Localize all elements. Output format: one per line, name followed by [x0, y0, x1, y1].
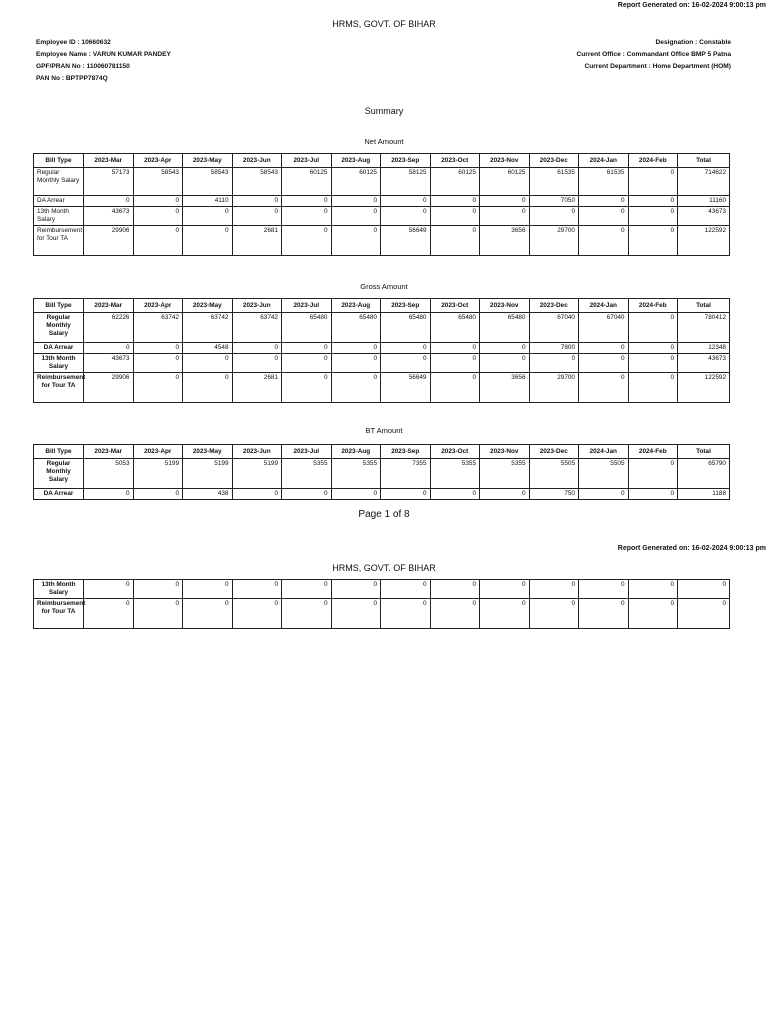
amount-cell: 4110 — [183, 196, 233, 207]
amount-cell: 0 — [430, 343, 480, 354]
table-row — [34, 354, 730, 373]
column-header: 2024-Jan — [579, 299, 629, 313]
column-header: Total — [678, 154, 730, 168]
amount-cell: 0 — [183, 354, 233, 373]
bill-type-cell: DA Arrear — [34, 343, 84, 354]
amount-cell: 0 — [232, 196, 282, 207]
amount-cell: 65480 — [480, 313, 530, 343]
gross-amount-table — [33, 298, 730, 403]
amount-cell: 7800 — [529, 343, 579, 354]
column-header: 2023-May — [183, 445, 233, 459]
amount-cell: 0 — [628, 489, 678, 500]
amount-cell: 0 — [84, 580, 134, 599]
bill-type-cell: Regular Monthly Salary — [34, 313, 84, 343]
column-header: 2023-Jun — [232, 299, 282, 313]
amount-cell: 0 — [628, 580, 678, 599]
amount-cell: 0 — [282, 489, 332, 500]
column-header: 2023-Apr — [133, 154, 183, 168]
amount-cell: 0 — [232, 354, 282, 373]
amount-cell: 0 — [480, 354, 530, 373]
amount-cell: 0 — [133, 226, 183, 256]
amount-cell: 0 — [133, 207, 183, 226]
column-header: 2023-Dec — [529, 299, 579, 313]
amount-cell: 0 — [579, 489, 629, 500]
amount-cell: 0 — [133, 343, 183, 354]
amount-cell: 11160 — [678, 196, 730, 207]
column-header: 2023-Nov — [480, 445, 530, 459]
amount-cell: 122592 — [678, 226, 730, 256]
amount-cell: 0 — [628, 354, 678, 373]
amount-cell: 0 — [628, 459, 678, 489]
column-header: 2023-Aug — [331, 299, 381, 313]
column-header: 2024-Feb — [628, 445, 678, 459]
column-header: 2024-Jan — [579, 445, 629, 459]
column-header: 2023-Dec — [529, 445, 579, 459]
table-row — [34, 343, 730, 354]
amount-cell: 0 — [331, 599, 381, 629]
table-row — [34, 599, 730, 629]
amount-cell: 0 — [282, 196, 332, 207]
amount-cell: 0 — [381, 489, 431, 500]
column-header: 2023-Mar — [84, 445, 134, 459]
table-row — [34, 196, 730, 207]
amount-cell: 0 — [430, 207, 480, 226]
amount-cell: 56649 — [381, 373, 431, 403]
amount-cell: 714622 — [678, 168, 730, 196]
amount-cell: 58543 — [232, 168, 282, 196]
bill-type-cell: Regular Monthly Salary — [34, 168, 84, 196]
gross-amount-title: Gross Amount — [360, 282, 408, 291]
employee-info-left — [36, 37, 171, 85]
amount-cell: 0 — [430, 599, 480, 629]
net-amount-table — [33, 153, 730, 256]
amount-cell: 3656 — [480, 373, 530, 403]
column-header: 2023-Jun — [232, 154, 282, 168]
amount-cell: 0 — [430, 226, 480, 256]
amount-cell: 60125 — [282, 168, 332, 196]
amount-cell: 0 — [678, 580, 730, 599]
amount-cell: 0 — [430, 354, 480, 373]
column-header: 2023-Nov — [480, 299, 530, 313]
amount-cell: 2681 — [232, 373, 282, 403]
amount-cell: 29700 — [529, 226, 579, 256]
amount-cell: 2681 — [232, 226, 282, 256]
amount-cell: 438 — [183, 489, 233, 500]
amount-cell: 60125 — [480, 168, 530, 196]
column-header: Bill Type — [34, 154, 84, 168]
column-header: 2023-Sep — [381, 445, 431, 459]
amount-cell: 0 — [133, 354, 183, 373]
amount-cell: 0 — [628, 196, 678, 207]
amount-cell: 0 — [480, 196, 530, 207]
amount-cell: 0 — [282, 373, 332, 403]
amount-cell: 0 — [381, 207, 431, 226]
column-header: Bill Type — [34, 445, 84, 459]
amount-cell: 0 — [579, 373, 629, 403]
amount-cell: 122592 — [678, 373, 730, 403]
amount-cell: 0 — [480, 489, 530, 500]
amount-cell: 0 — [628, 373, 678, 403]
amount-cell: 0 — [628, 226, 678, 256]
bill-type-cell: 13th Month Salary — [34, 354, 84, 373]
amount-cell: 0 — [133, 599, 183, 629]
column-header: 2023-Jul — [282, 154, 332, 168]
amount-cell: 0 — [282, 599, 332, 629]
amount-cell: 0 — [183, 373, 233, 403]
table-header-row — [34, 299, 730, 313]
amount-cell: 0 — [331, 207, 381, 226]
amount-cell: 0 — [381, 196, 431, 207]
amount-cell: 0 — [331, 489, 381, 500]
amount-cell: 0 — [628, 168, 678, 196]
amount-cell: 60125 — [430, 168, 480, 196]
amount-cell: 0 — [628, 313, 678, 343]
amount-cell: 1188 — [678, 489, 730, 500]
amount-cell: 60125 — [331, 168, 381, 196]
bt-amount-table — [33, 444, 730, 500]
amount-cell: 0 — [331, 196, 381, 207]
amount-cell: 0 — [232, 599, 282, 629]
bill-type-cell: Regular Monthly Salary — [34, 459, 84, 489]
amount-cell: 57173 — [84, 168, 134, 196]
bill-type-cell: DA Arrear — [34, 196, 84, 207]
amount-cell: 3656 — [480, 226, 530, 256]
page2-amount-table — [33, 579, 730, 629]
amount-cell: 43673 — [678, 207, 730, 226]
amount-cell: 0 — [430, 373, 480, 403]
amount-cell: 0 — [480, 207, 530, 226]
bill-type-cell: Reimbursement for Tour TA — [34, 599, 84, 629]
page2-report-generated-label: Report Generated on: 16-02-2024 9:00:13 pm — [617, 545, 766, 552]
table-row — [34, 373, 730, 403]
amount-cell: 0 — [232, 343, 282, 354]
amount-cell: 43673 — [84, 207, 134, 226]
column-header: 2024-Feb — [628, 299, 678, 313]
amount-cell: 0 — [381, 343, 431, 354]
column-header: 2024-Feb — [628, 154, 678, 168]
column-header: 2023-Aug — [331, 445, 381, 459]
column-header: 2023-Oct — [430, 445, 480, 459]
column-header: 2023-Sep — [381, 154, 431, 168]
amount-cell: 0 — [133, 373, 183, 403]
amount-cell: 29906 — [84, 226, 134, 256]
amount-cell: 0 — [232, 580, 282, 599]
column-header: 2023-Oct — [430, 154, 480, 168]
column-header: 2023-Aug — [331, 154, 381, 168]
amount-cell: 0 — [678, 599, 730, 629]
amount-cell: 61535 — [579, 168, 629, 196]
bill-type-cell: DA Arrear — [34, 489, 84, 500]
amount-cell: 0 — [84, 196, 134, 207]
table-row — [34, 313, 730, 343]
amount-cell: 0 — [430, 580, 480, 599]
amount-cell: 0 — [579, 226, 629, 256]
column-header: 2023-Mar — [84, 154, 134, 168]
amount-cell: 5505 — [579, 459, 629, 489]
amount-cell: 5355 — [430, 459, 480, 489]
amount-cell: 0 — [133, 489, 183, 500]
table-header-row — [34, 445, 730, 459]
amount-cell: 5199 — [232, 459, 282, 489]
org-title: HRMS, GOVT. OF BIHAR — [332, 19, 436, 29]
amount-cell: 58543 — [183, 168, 233, 196]
column-header: 2023-May — [183, 154, 233, 168]
amount-cell: 63742 — [183, 313, 233, 343]
amount-cell: 0 — [282, 580, 332, 599]
amount-cell: 0 — [183, 207, 233, 226]
amount-cell: 5199 — [133, 459, 183, 489]
amount-cell: 0 — [480, 343, 530, 354]
amount-cell: 0 — [381, 354, 431, 373]
column-header: 2023-Jul — [282, 299, 332, 313]
amount-cell: 0 — [480, 580, 530, 599]
amount-cell: 0 — [282, 343, 332, 354]
amount-cell: 5355 — [282, 459, 332, 489]
amount-cell: 0 — [84, 489, 134, 500]
amount-cell: 7355 — [381, 459, 431, 489]
column-header: Total — [678, 445, 730, 459]
amount-cell: 0 — [529, 599, 579, 629]
column-header: 2023-Mar — [84, 299, 134, 313]
amount-cell: 58543 — [133, 168, 183, 196]
amount-cell: 0 — [282, 226, 332, 256]
amount-cell: 0 — [232, 207, 282, 226]
bt-amount-title: BT Amount — [365, 426, 403, 435]
amount-cell: 0 — [331, 373, 381, 403]
amount-cell: 0 — [628, 207, 678, 226]
amount-cell: 0 — [282, 207, 332, 226]
table-row — [34, 489, 730, 500]
amount-cell: 0 — [529, 354, 579, 373]
column-header: 2024-Jan — [579, 154, 629, 168]
amount-cell: 63742 — [133, 313, 183, 343]
net-amount-title: Net Amount — [364, 137, 404, 146]
amount-cell: 0 — [84, 343, 134, 354]
amount-cell: 0 — [331, 343, 381, 354]
amount-cell: 0 — [331, 580, 381, 599]
page2-org-title: HRMS, GOVT. OF BIHAR — [332, 563, 436, 573]
column-header: 2023-Nov — [480, 154, 530, 168]
employee-pan: PAN No : BPTPP7874Q — [36, 75, 108, 82]
amount-cell: 7050 — [529, 196, 579, 207]
amount-cell: 780412 — [678, 313, 730, 343]
amount-cell: 0 — [579, 343, 629, 354]
amount-cell: 65480 — [282, 313, 332, 343]
amount-cell: 5199 — [183, 459, 233, 489]
amount-cell: 0 — [183, 580, 233, 599]
amount-cell: 43673 — [678, 354, 730, 373]
amount-cell: 43673 — [84, 354, 134, 373]
amount-cell: 5355 — [480, 459, 530, 489]
amount-cell: 0 — [381, 599, 431, 629]
amount-cell: 0 — [133, 580, 183, 599]
amount-cell: 65790 — [678, 459, 730, 489]
amount-cell: 0 — [183, 226, 233, 256]
amount-cell: 0 — [579, 354, 629, 373]
amount-cell: 0 — [84, 599, 134, 629]
amount-cell: 67040 — [579, 313, 629, 343]
employee-gpf: GPF/PRAN No : 110060781150 — [36, 63, 130, 70]
amount-cell: 61535 — [529, 168, 579, 196]
employee-designation: Designation : Constable — [655, 39, 731, 46]
table-header-row — [34, 154, 730, 168]
column-header: 2023-Jul — [282, 445, 332, 459]
amount-cell: 5355 — [331, 459, 381, 489]
amount-cell: 0 — [133, 196, 183, 207]
amount-cell: 56649 — [381, 226, 431, 256]
summary-title: Summary — [364, 106, 404, 116]
amount-cell: 5053 — [84, 459, 134, 489]
column-header: 2023-May — [183, 299, 233, 313]
bill-type-cell: Reimbursement for Tour TA — [34, 373, 84, 403]
amount-cell: 62226 — [84, 313, 134, 343]
amount-cell: 63742 — [232, 313, 282, 343]
amount-cell: 29906 — [84, 373, 134, 403]
bill-type-cell: 13th Month Salary — [34, 580, 84, 599]
amount-cell: 29700 — [529, 373, 579, 403]
amount-cell: 0 — [579, 599, 629, 629]
table-row — [34, 226, 730, 256]
amount-cell: 0 — [579, 207, 629, 226]
table-row — [34, 207, 730, 226]
amount-cell: 4548 — [183, 343, 233, 354]
column-header: 2023-Dec — [529, 154, 579, 168]
employee-name: Employee Name : VARUN KUMAR PANDEY — [36, 51, 171, 58]
amount-cell: 0 — [331, 226, 381, 256]
amount-cell: 58125 — [381, 168, 431, 196]
bill-type-cell: Reimbursement for Tour TA — [34, 226, 84, 256]
column-header: 2023-Apr — [133, 299, 183, 313]
report-generated-label: Report Generated on: 16-02-2024 9:00:13 pm — [617, 2, 766, 9]
amount-cell: 67040 — [529, 313, 579, 343]
column-header: Bill Type — [34, 299, 84, 313]
amount-cell: 0 — [628, 343, 678, 354]
employee-department: Current Department : Home Department (HOM) — [584, 63, 731, 70]
page-number: Page 1 of 8 — [358, 509, 410, 520]
employee-office: Current Office : Commandant Office BMP 5 Patna — [576, 51, 731, 58]
amount-cell: 0 — [381, 580, 431, 599]
column-header: 2023-Apr — [133, 445, 183, 459]
amount-cell: 0 — [480, 599, 530, 629]
amount-cell: 0 — [529, 207, 579, 226]
amount-cell: 0 — [628, 599, 678, 629]
column-header: 2023-Oct — [430, 299, 480, 313]
employee-id: Employee ID : 10660632 — [36, 39, 111, 46]
amount-cell: 0 — [183, 599, 233, 629]
column-header: 2023-Jun — [232, 445, 282, 459]
amount-cell: 65480 — [331, 313, 381, 343]
amount-cell: 0 — [529, 580, 579, 599]
amount-cell: 750 — [529, 489, 579, 500]
table-row — [34, 459, 730, 489]
amount-cell: 5505 — [529, 459, 579, 489]
column-header: 2023-Sep — [381, 299, 431, 313]
employee-info-right — [577, 37, 732, 73]
bill-type-cell: 13th Month Salary — [34, 207, 84, 226]
amount-cell: 12348 — [678, 343, 730, 354]
amount-cell: 0 — [331, 354, 381, 373]
amount-cell: 0 — [430, 196, 480, 207]
amount-cell: 0 — [579, 196, 629, 207]
table-row — [34, 580, 730, 599]
amount-cell: 65480 — [430, 313, 480, 343]
column-header: Total — [678, 299, 730, 313]
amount-cell: 0 — [282, 354, 332, 373]
amount-cell: 0 — [579, 580, 629, 599]
table-row — [34, 168, 730, 196]
amount-cell: 65480 — [381, 313, 431, 343]
amount-cell: 0 — [232, 489, 282, 500]
amount-cell: 0 — [430, 489, 480, 500]
